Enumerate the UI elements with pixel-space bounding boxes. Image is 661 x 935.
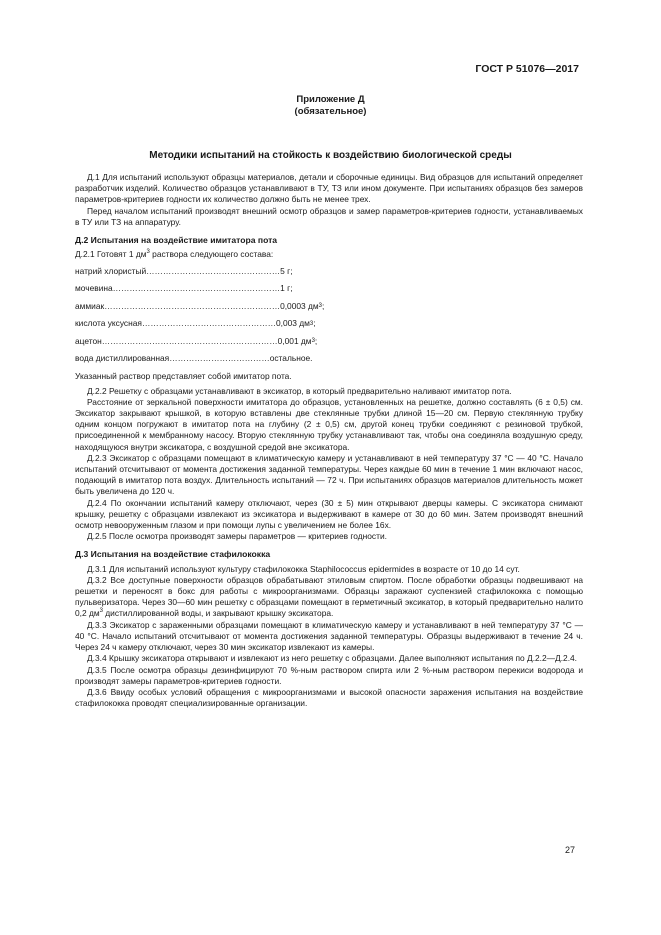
paragraph-d2-1: Д.2.1 Готовят 1 $дм^3$ раствора следующего состава: [75, 249, 274, 260]
paragraph-d2-5: Д.2.5 После осмотра производят замеры параметров — критериев годности. [87, 531, 387, 542]
ingredient-list [75, 262, 583, 367]
annex-status: (обязательное) [294, 106, 367, 117]
paragraph-d2-2: Д.2.2 Решетку с образцами устанавливают в эксикатор, в который предварительно наливают имитатор пота. [87, 385, 512, 396]
paragraph-d3-3: Д.3.3 Эксикатор с зараженными образцами помещают в климатическую камеру и устанавливают в ней температуру 37 °С — 40 °С. Начало испытаний отсчитывают от момента достижения заданной температуры. Образцы выдерживают в течение 24 ч. Через 24 ч камеру отключают, через 30 мин эксикатор извлекают из камеры. [75, 619, 583, 653]
paragraph-d3-5: Д.3.5 После осмотра образцы дезинфицируют 70 %-ным раствором спирта или 2 %-ным раствором перекиси водорода и производят замеры параметров-критериев годности. [75, 664, 583, 686]
standard-number: ГОСТ Р 51076—2017 [475, 63, 579, 75]
page-title: Методики испытаний на стойкость к воздействию биологической среды [149, 150, 512, 161]
page-number: 27 [564, 845, 575, 855]
paragraph-d1-cont: Перед началом испытаний производят внешний осмотр образцов и замер параметров-критериев годности, устанавливаемых в ТУ или ТЗ на аппаратуру. [75, 205, 583, 227]
ingredient-row: вода дистиллированная ……………………………… остальное. [75, 353, 313, 364]
paragraph-d1: Д.1 Для испытаний используют образцы материалов, детали и сборочные единицы. Вид образцов для испытаний определяет разработчик изделий. Количество образцов устанавливают в ТУ, ТЗ или ином документе. При испытаниях образцов без замеров параметров-критериев годности их количество должно быть не менее трех. [75, 172, 583, 205]
section-heading-d2: Д.2 Испытания на воздействие имитатора пота [75, 235, 278, 246]
paragraph-d3-6: Д.3.6 Ввиду особых условий обращения с микроорганизмами и высокой опасности заражения испытания на воздействие стафилококка проводят специализированные организации. [75, 686, 583, 709]
paragraph-d2-3: Д.2.3 Эксикатор с образцами помещают в климатическую камеру и устанавливают в ней температуру 37 °С — 40 °С. Начало испытаний отсчитывают от момента достижения заданной температуры. Через каждые 60 мин в течение 1 мин включают насос, подающий в имитатор пота воздух. Длительность испытаний — 72 ч. При испытаниях образцов материалов длительность может быть увеличена до 120 ч. [75, 452, 583, 497]
annex-heading [0, 94, 661, 118]
ingredient-row: кислота уксусная ………………………………………… 0,003 дм 3 ; [75, 318, 316, 329]
paragraph-d3-2: Д.3.2 Все доступные поверхности образцов обрабатывают этиловым спиртом. После обработки образцы подвешивают на решетки и переносят в бокс для работы с микроорганизмами. Образцы заражают суспензией стафилококка с помощью пульверизатора. Через 30—60 мин решетку с образцами помещают в герметичный эксикатор, в который предварительно налито 0,2 $дм^3$ дистиллированной воды, и закрывают крышку эксикатора. [75, 574, 583, 619]
ingredient-row: аммиак ……………………………………………………… 0,0003 дм 3 ; [75, 300, 325, 311]
ingredient-row: натрий хлористый ………………………………………… 5 г; [75, 265, 293, 276]
paragraph-d2-4: Д.2.4 По окончании испытаний камеру отключают, через (30 ± 5) мин открывают дверцы камеры. С эксикатора снимают крышку, решетку с образцами извлекают из эксикатора и выдерживают в камере от 30 до 60 мин. Затем производят внешний осмотр невооруженным глазом и при помощи лупы с увеличением не более 16х. [75, 497, 583, 531]
ingredient-row: мочевина …………………………………………………… 1 г; [75, 283, 293, 294]
paragraph-d3-1: Д.3.1 Для испытаний используют культуру стафилококка Staphilococcus epidermides в возрасте от 10 до 14 сут. [87, 563, 520, 574]
paragraph-d2-2-cont: Расстояние от зеркальной поверхности имитатора до образцов, установленных на решетке, должно составлять (6 ± 0,5) см. Эксикатор закрывают крышкой, в которую вставлены две стеклянные трубки длиной 15—20 см. Первую стеклянную трубку одним концом погружают в имитатор пота на глубину (2 ± 0,5) см, другой конец трубки соединяют с резиновой трубкой, присоединенной к мембранному насосу. Вторую стеклянную трубку устанавливают так, чтобы она соединяла воздушную среду, находящуюся внутри эксикатора, с воздушной средой вне эксикатора. [75, 396, 583, 452]
paragraph-note: Указанный раствор представляет собой имитатор пота. [75, 371, 292, 382]
paragraph-d3-4: Д.3.4 Крышку эксикатора открывают и извлекают из него решетку с образцами. Далее выполняют испытания по Д.2.2—Д.2.4. [87, 653, 578, 664]
section-heading-d3: Д.3 Испытания на воздействие стафилококка [75, 549, 271, 560]
annex-title: Приложение Д [296, 94, 365, 105]
document-body [75, 172, 583, 709]
ingredient-row: ацетон ……………………………………………………… 0,001 дм 3 ; [75, 335, 318, 346]
